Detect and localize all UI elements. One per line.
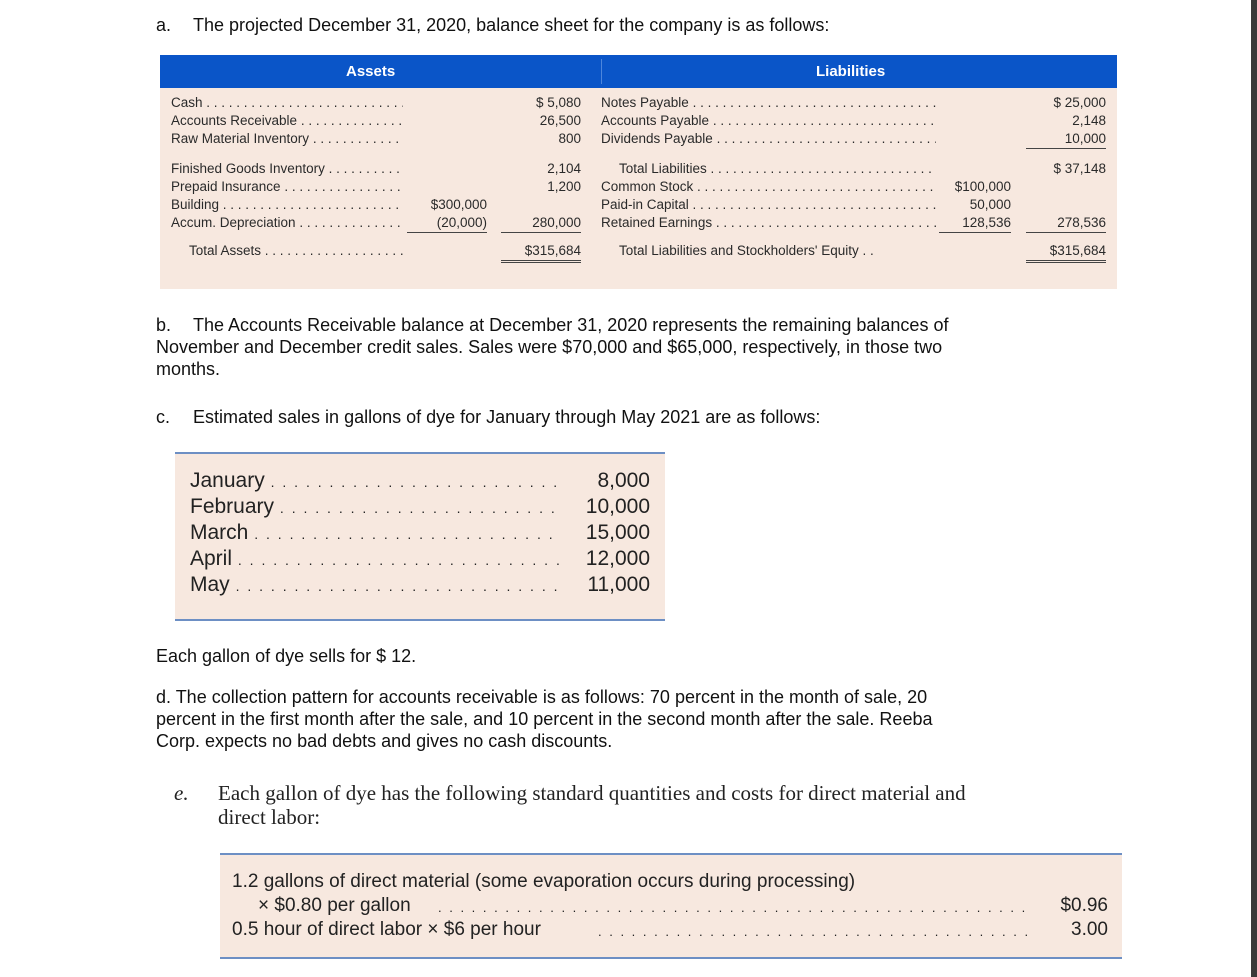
sales-gallons: 12,000 (585, 547, 650, 570)
header-divider (601, 59, 602, 84)
total-liabilities-equity-label: Total Liabilities and Stockholders' Equity . . (619, 243, 874, 258)
asset-label: Accounts Receivable . . . (171, 112, 403, 130)
asset-label: Building . . . (171, 196, 403, 214)
asset-row (171, 130, 581, 148)
paragraph-c (156, 406, 820, 428)
paragraph-d (156, 686, 1116, 752)
asset-row (171, 178, 581, 196)
sales-month: April . . . (190, 546, 560, 573)
standard-costs-line: × $0.80 per gallon (258, 895, 411, 916)
sales-gallons: 8,000 (597, 469, 650, 492)
asset-value: 800 (558, 131, 581, 146)
liability-value: 10,000 (1026, 130, 1106, 149)
asset-value: 2,104 (547, 161, 581, 176)
paragraph-d-line: percent in the first month after the sale, and 10 percent in the second month after the sale. Reeba (156, 709, 933, 729)
sales-row (190, 494, 650, 520)
sales-month: March . . . (190, 520, 560, 547)
sales-row (190, 546, 650, 572)
liability-label: Paid-in Capital . . . (601, 196, 936, 214)
sales-gallons: 15,000 (585, 521, 650, 544)
balance-sheet (160, 55, 1117, 289)
standard-costs-line: 1.2 gallons of direct material (some evaporation occurs during processing) (232, 871, 856, 892)
sales-month: January . . . (190, 468, 560, 495)
standard-costs-table (220, 853, 1122, 959)
window-edge (1251, 0, 1257, 977)
liability-row (601, 112, 1106, 130)
liability-value: $ 25,000 (1053, 95, 1106, 110)
sales-row (190, 520, 650, 546)
sales-gallons: 11,000 (587, 573, 650, 596)
liability-row (601, 160, 1106, 178)
sales-gallons: 10,000 (585, 495, 650, 518)
price-note: Each gallon of dye sells for $ 12. (156, 646, 417, 666)
liability-label: Notes Payable . . . (601, 94, 936, 112)
sales-month: May . . . (190, 572, 560, 599)
asset-row (171, 112, 581, 130)
asset-label: Raw Material Inventory . . . (171, 130, 403, 148)
asset-label: Accum. Depreciation . . . (171, 214, 403, 232)
liability-row (601, 94, 1106, 112)
asset-row (171, 160, 581, 178)
asset-label: Prepaid Insurance . . . (171, 178, 403, 196)
liability-value: $ 37,148 (1053, 161, 1106, 176)
sales-table (175, 452, 665, 621)
assets-header: Assets (346, 63, 396, 80)
asset-row (171, 214, 581, 232)
liability-label: Common Stock . . . (601, 178, 936, 196)
liability-label: Dividends Payable . . . (601, 130, 936, 148)
liability-subvalue: 128,536 (939, 214, 1011, 233)
paragraph-e-line: direct labor: (218, 805, 321, 829)
total-assets-value: $315,684 (501, 242, 581, 263)
sales-row (190, 572, 650, 598)
liability-subvalue: $100,000 (954, 179, 1011, 194)
paragraph-a (156, 14, 829, 36)
paragraph-c-text: Estimated sales in gallons of dye for January through May 2021 are as follows: (193, 407, 821, 427)
paragraph-e-line: Each gallon of dye has the following standard quantities and costs for direct material and (218, 781, 966, 805)
asset-subvalue: (20,000) (407, 214, 487, 233)
total-assets-row (171, 242, 581, 260)
paragraph-a-label: a. (156, 15, 172, 35)
asset-row (171, 196, 581, 214)
asset-value: $ 5,080 (535, 95, 581, 110)
paragraph-e-text (218, 781, 1128, 829)
asset-value: 26,500 (539, 113, 581, 128)
paragraph-b-line: November and December credit sales. Sales were $70,000 and $65,000, respectively, in those two (156, 337, 943, 357)
paragraph-b-label: b. (156, 315, 172, 335)
total-liabilities-equity-row (601, 242, 1106, 260)
paragraph-b-line: The Accounts Receivable balance at December 31, 2020 represents the remaining balances of (193, 315, 949, 335)
paragraph-c-label: c. (156, 407, 171, 427)
paragraph-b (156, 314, 1096, 380)
asset-row (171, 94, 581, 112)
paragraph-a-text: The projected December 31, 2020, balance sheet for the company is as follows: (193, 15, 830, 35)
leader-dots (438, 895, 1030, 919)
standard-costs-value: 3.00 (1071, 919, 1108, 940)
liabilities-header: Liabilities (816, 63, 886, 80)
liability-value: 278,536 (1026, 214, 1106, 233)
asset-label: Finished Goods Inventory . . . (171, 160, 403, 178)
asset-subvalue: $300,000 (430, 197, 487, 212)
liability-label: Retained Earnings . . . (601, 214, 936, 232)
liability-label: Total Liabilities . . . (619, 160, 936, 178)
paragraph-d-line: Corp. expects no bad debts and gives no cash discounts. (156, 731, 613, 751)
liability-row (601, 214, 1106, 232)
liability-row (601, 178, 1106, 196)
liability-value: 2,148 (1072, 113, 1106, 128)
standard-costs-value: $0.96 (1060, 895, 1108, 916)
liability-subvalue: 50,000 (969, 197, 1011, 212)
liability-label: Accounts Payable . . . (601, 112, 936, 130)
leader-dots (598, 919, 1030, 943)
paragraph-e-label: e. (174, 781, 189, 805)
balance-sheet-header (160, 55, 1117, 88)
liability-row (601, 196, 1106, 214)
sales-row (190, 468, 650, 494)
total-liabilities-equity-value: $315,684 (1026, 242, 1106, 263)
paragraph-b-line: months. (156, 359, 221, 379)
sales-month: February . . . (190, 494, 560, 521)
asset-value: 1,200 (547, 179, 581, 194)
liability-row (601, 130, 1106, 148)
standard-costs-line: 0.5 hour of direct labor × $6 per hour (232, 919, 541, 940)
asset-label: Cash . . . (171, 94, 403, 112)
asset-value: 280,000 (501, 214, 581, 233)
paragraph-d-line: d. The collection pattern for accounts receivable is as follows: 70 percent in the month of sale, 20 (156, 687, 928, 707)
total-assets-label: Total Assets . . . (189, 242, 403, 260)
